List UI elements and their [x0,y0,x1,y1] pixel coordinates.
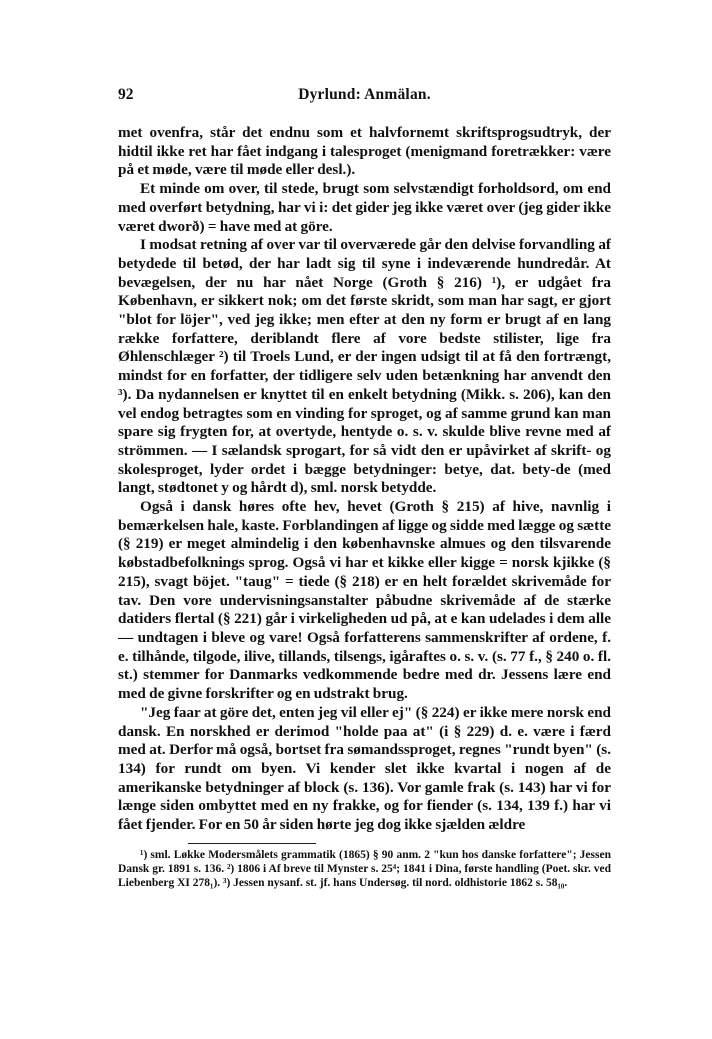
book-page [118,86,611,890]
footnote-divider [188,843,316,844]
paragraph: "Jeg faar at göre det, enten jeg vil eller ej" (§ 224) er ikke mere norsk end dansk. En norskhed er derimod "holde paa at" (i § 229) d. e. være i færd med at. Derfor må også, bortset fra sømandssproget, regnes "rundt byen" (s. 134) for rundt om byen. Vi kender slet ikke kvartal i nogen af de amerikanske betydninger af block (s. 136). Vor gamle frak (s. 143) har vi for længe siden ombyttet med en ny frakke, og for fiender (s. 134, 139 f.) har vi fået fjender. For en 50 år siden hørte jeg dog ikke sjælden ældre [118,703,611,834]
running-head: Dyrlund: Anmälan. [298,86,431,103]
page-number: 92 [118,86,134,103]
footnotes [118,848,611,891]
paragraph: I modsat retning af over var til overværede går den delvise forvandling af betydede til betød, der har ladt sig til syne i indeværende hundredår. At bevægelsen, der nu har nået Norge (Groth § 216) ¹), er udgået fra København, er sikkert nok; om det første skridt, som man har sagt, er gjort "blot for löjer", ved jeg ikke; men efter at den ny form er brugt af en lang række forfattere, deriblandt flere af vore bedste stilister, lige fra Øhlenschlæger ²) til Troels Lund, er der ingen udsigt til at få den fortrængt, mindst for en forfatter, der tidligere selv uden betænkning har anvendt den ³). Da nydannelsen er knyttet til en enkelt betydning (Mikk. s. 206), kan den vel endog betragtes som en vinding for sproget, og af samme grund kan man spare sig frygten for, at overtyde, hentyde o. s. v. skulde blive revne med af strömmen. — I sælandsk sprogart, for så vidt den er upåvirket af skrift- og skolesproget, lyder ordet i bægge betydninger: betye, dat. bety-de (med langt, stødtonet y og hårdt d), sml. norsk betydde. [118,236,611,497]
body-text [118,124,611,835]
paragraph: met ovenfra, står det endnu som et halvfornemt skriftsprogsudtryk, der hidtil ikke ret har fået indgang i talesproget (menigmand foretrækker: være på et møde, være til møde eller desl.). [118,124,611,179]
paragraph: Også i dansk høres ofte hev, hevet (Groth § 215) af hive, navnlig i bemærkelsen hale, kaste. Forblandingen af ligge og sidde med lægge og sætte (§ 219) er meget almindelig i den københavnske almues og den tilsvarende købstadbefolknings sprog. Også vi har et kikke eller kigge = norsk kjikke (§ 215), svagt böjet. "taug" = tiede (§ 218) er en helt forældet skrivemåde for tav. Den vore undervisningsanstalter påbudne skrivemåde af de stærke datiders flertal (§ 221) går i virkeligheden ud på, at e kan udelades i dem alle — undtagen i bleve og vare! Også forfatterens sammenskrifter af ordene, f. e. tilhånde, tilgode, ilive, tillands, tilsengs, igåraftes o. s. v. (s. 77 f., § 240 o. fl. st.) stemmer for Danmarks vedkommende bedre med dr. Jessens lære end med de givne forskrifter og en udstrakt brug. [118,498,611,703]
paragraph: Et minde om over, til stede, brugt som selvstændigt forholdsord, om end med overført betydning, har vi i: det gider jeg ikke været over (jeg gider ikke været dworð) = have med at göre. [118,180,611,235]
footnote: ¹) sml. Løkke Modersmålets grammatik (1865) § 90 anm. 2 "kun hos danske forfattere"; Jessen Dansk gr. 1891 s. 136. ²) 1806 i Af breve til Mynster s. 25⁴; 1841 i Dina, første handling (Poet. skr. ved Liebenberg XI 278₁). ³) Jessen nysanf. st. jf. hans Undersøg. til nord. oldhistorie 1862 s. 58₁₀. [118,848,611,890]
page-header [118,86,611,110]
